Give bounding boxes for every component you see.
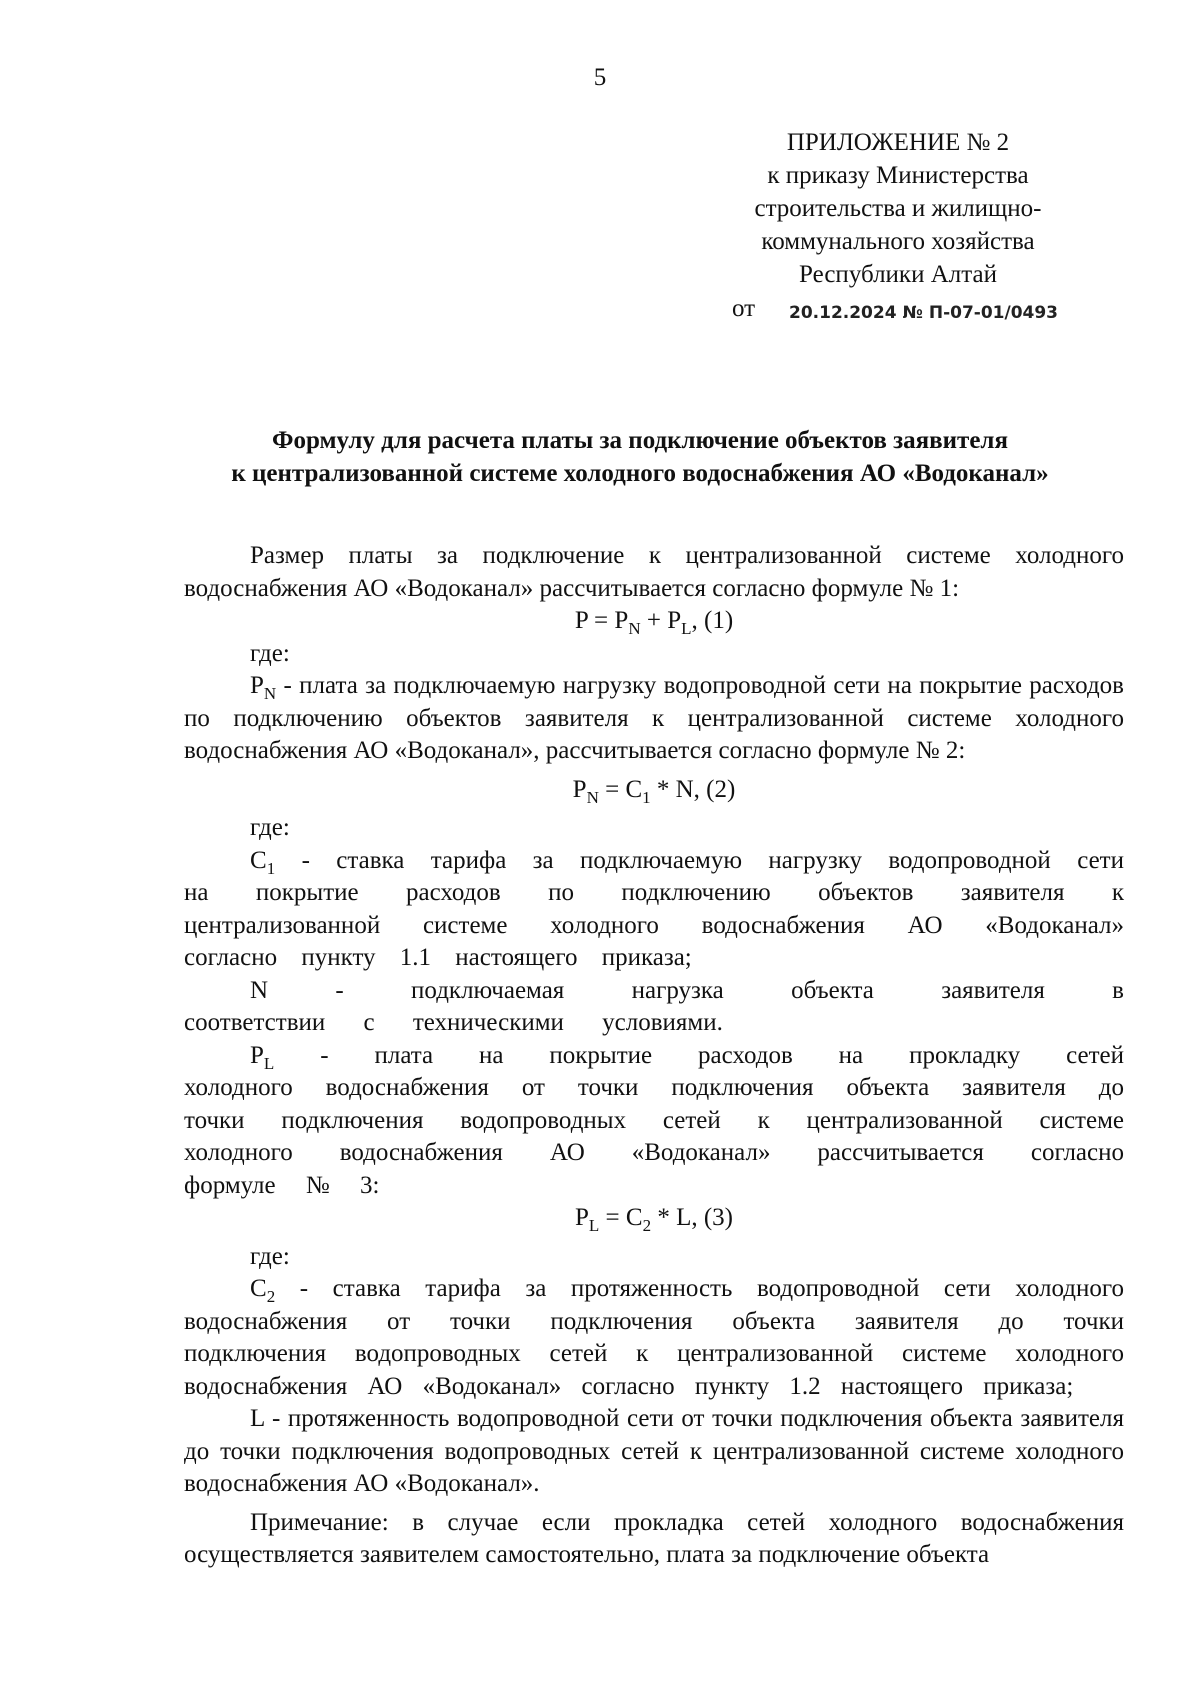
appendix-header [725, 126, 1071, 291]
appendix-line: коммунального хозяйства [761, 228, 1035, 255]
formula-1: $P = P_N + P_L$, (1) [574, 607, 734, 638]
where-label: где: [250, 814, 290, 841]
appendix-line: к приказу Министерства [767, 162, 1029, 189]
l-definition: L - протяженность водопроводной сети от точки подключения объекта заявителя до точки подключения водопроводных сетей к централизованной системе холодного водоснабжения АО «Водоканал». [184, 1405, 1124, 1497]
document-body [184, 540, 1124, 1572]
pl-definition: $P_L$ - плата на покрытие расходов на прокладку сетей холодного водоснабжения от точки подключения объекта заявителя до точки подключения водопроводных сетей к централизованной системе холодного водоснабжения АО «Водоканал» рассчитывается согласно формуле № 3: [184, 1041, 1124, 1199]
appendix-line: Республики Алтай [799, 261, 997, 288]
page-number: 5 [593, 64, 607, 91]
where-label: где: [250, 639, 290, 667]
pn-definition: $P_N$ - плата за подключаемую нагрузку водопроводной сети на покрытие расходов по подключению объектов заявителя к централизованной системе холодного водоснабжения АО «Водоканал», рассчитывается согласно формуле № 2: [184, 672, 1124, 764]
formula-3: $P_L = C_2 * L$, (3) [575, 1204, 733, 1235]
n-definition: N - подключаемая нагрузка объекта заявителя в соответствии с техническими условиями. [184, 976, 1124, 1036]
where-label: где: [250, 1242, 290, 1270]
order-reference-stamp: 20.12.2024 № П-07-01/0493 [789, 303, 1059, 323]
document-title [150, 424, 1130, 490]
appendix-title: ПРИЛОЖЕНИЕ № 2 [786, 129, 1010, 156]
c2-definition: $C_2$ - ставка тарифа за протяженность водопроводной сети холодного водоснабжения от точки подключения объекта заявителя до точки подключения водопроводных сетей к централизованной системе холодного водоснабжения АО «Водоканал» согласно пункту 1.2 настоящего приказа; [184, 1275, 1124, 1400]
appendix-line: строительства и жилищно- [754, 195, 1042, 222]
title-line: к централизованной системе холодного водоснабжения АО «Водоканал» [231, 460, 1049, 487]
formula-2: $P_N = C_1 * N$, (2) [572, 775, 736, 807]
title-line: Формулу для расчета платы за подключение объектов заявителя [272, 427, 1008, 454]
intro-paragraph: Размер платы за подключение к централизованной системе холодного водоснабжения АО «Водоканал» рассчитывается согласно формуле № 1: [184, 542, 1124, 602]
from-label: от [732, 295, 756, 322]
c1-definition: $C_1$ - ставка тарифа за подключаемую нагрузку водопроводной сети на покрытие расходов по подключению объектов заявителя к централизованной системе холодного водоснабжения АО «Водоканал» согласно пункту 1.1 настоящего приказа; [184, 846, 1124, 971]
note-paragraph: Примечание: в случае если прокладка сетей холодного водоснабжения осуществляется заявителем самостоятельно, плата за подключение объекта [184, 1508, 1124, 1568]
